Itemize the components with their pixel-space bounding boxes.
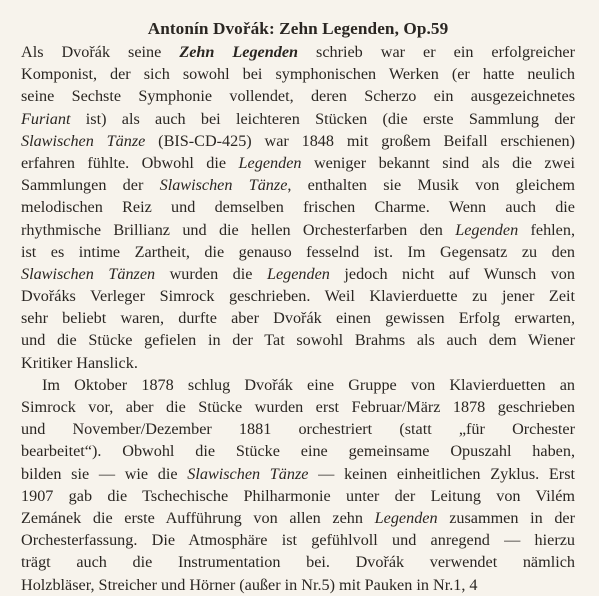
- text-line: [21, 307, 575, 329]
- text-run: Dvořáks Verleger Simrock geschrieben. Weil Klavierduette zu jener Zeit: [21, 287, 575, 306]
- paragraph-2: [21, 374, 575, 596]
- text-line: [21, 463, 575, 485]
- text-run: melodischen Reiz und demselben frischen Charme. Wenn auch die: [21, 198, 575, 217]
- text-line: [21, 329, 575, 351]
- text-run: Holzbläser, Streicher und Hörner (außer in Nr.5) mit Pauken in Nr.1, 4: [21, 575, 478, 594]
- text-run: zusammen in der: [437, 508, 575, 527]
- text-run: ist es intime Zartheit, die genauso fesselnd ist. Im Gegensatz zu den: [21, 242, 575, 261]
- text-run: Zemánek die erste Aufführung von allen zehn: [21, 508, 375, 527]
- text-run: Simrock vor, aber die Stücke wurden erst Februar/März 1878 geschrieben: [21, 398, 575, 416]
- text-line: [21, 418, 575, 440]
- text-run: rhythmische Brillianz und die hellen Orchesterfarben den: [21, 220, 456, 239]
- text-run: jedoch nicht auf Wunsch von: [329, 264, 575, 283]
- text-run: ist) als auch bei leichteren Stücken (die erste Sammlung der: [70, 109, 575, 128]
- text-run: weniger bekannt sind als die zwei: [301, 153, 575, 172]
- text-run: wurden die: [155, 264, 267, 283]
- emphasis-text: Slawischen Tänze: [187, 464, 309, 483]
- text-line: [21, 263, 575, 285]
- text-line: [21, 529, 575, 551]
- text-line: [21, 219, 575, 241]
- emphasis-text: Legenden: [266, 264, 330, 283]
- text-line: [21, 241, 575, 263]
- text-run: Orchesterfassung. Die Atmosphäre ist gefühlvoll und anregend — hierzu: [21, 531, 575, 550]
- text-run: bearbeitet“). Obwohl die Stücke eine gemeinsame Opuszahl haben,: [21, 442, 575, 461]
- emphasis-text: Slawischen Tänzen: [21, 264, 156, 283]
- emphasis-text: Slawischen Tänze: [21, 131, 146, 150]
- text-line: [21, 130, 575, 152]
- text-line: [21, 174, 575, 196]
- text-line: [21, 352, 575, 374]
- text-line: [21, 41, 575, 63]
- text-line: [21, 63, 575, 85]
- text-line: [21, 285, 575, 307]
- text-run: (BIS-CD-425) war 1848 mit großem Beifall erschienen): [145, 131, 575, 150]
- text-line: [21, 440, 575, 462]
- text-run: — keinen einheitlichen Zyklus. Erst: [308, 464, 575, 483]
- text-line: [21, 551, 575, 573]
- text-run: , enthalten sie Musik von gleichem: [287, 176, 575, 195]
- text-line: [21, 507, 575, 529]
- text-run: schrieb war er ein erfolgreicher: [298, 43, 575, 61]
- text-line: [21, 485, 575, 507]
- text-run: bilden sie — wie die: [21, 464, 188, 483]
- emphasis-text: Legenden: [374, 508, 438, 527]
- text-run: trägt auch die Instrumentation bei. Dvořák verwendet nämlich: [21, 553, 575, 572]
- paragraph-1: [21, 41, 575, 374]
- emphasis-text: Legenden: [455, 220, 519, 239]
- emphasis-text: Slawischen Tänze: [159, 176, 288, 195]
- text-line: [21, 196, 575, 218]
- text-run: Als Dvořák seine: [21, 43, 180, 61]
- text-run: seine Sechste Symphonie vollendet, deren Scherzo ein ausgezeichnetes: [21, 87, 575, 106]
- text-run: Sammlungen der: [21, 176, 160, 195]
- text-run: und November/Dezember 1881 orchestriert (statt „für Orchester: [21, 420, 575, 439]
- text-run: Komponist, der sich sowohl bei symphonischen Werken (er hatte neulich: [21, 65, 575, 84]
- page-title: Antonín Dvořák: Zehn Legenden, Op.59: [147, 19, 449, 38]
- text-run: 1907 gab die Tschechische Philharmonie unter der Leitung von Vilém: [21, 486, 575, 505]
- text-run: sehr beliebt waren, durfte aber Dvořák einen gewissen Erfolg erwarten,: [21, 309, 575, 328]
- text-run: Im Oktober 1878 schlug Dvořák eine Gruppe von Klavierduetten an: [42, 375, 575, 394]
- text-run: Kritiker Hanslick.: [21, 353, 138, 372]
- text-line: [21, 152, 575, 174]
- text-line: [21, 574, 575, 596]
- emphasis-text: Zehn Legenden: [179, 43, 299, 61]
- text-line: [21, 374, 575, 396]
- text-run: fehlen,: [518, 220, 575, 239]
- text-run: erfahren fühlte. Obwohl die: [21, 153, 239, 172]
- emphasis-text: Legenden: [238, 153, 302, 172]
- text-line: [21, 108, 575, 130]
- text-line: [21, 396, 575, 418]
- text-line: [21, 85, 575, 107]
- emphasis-text: Furiant: [21, 109, 71, 128]
- text-run: und die Stücke gefielen in der Tat sowohl Brahms als auch dem Wiener: [21, 331, 575, 350]
